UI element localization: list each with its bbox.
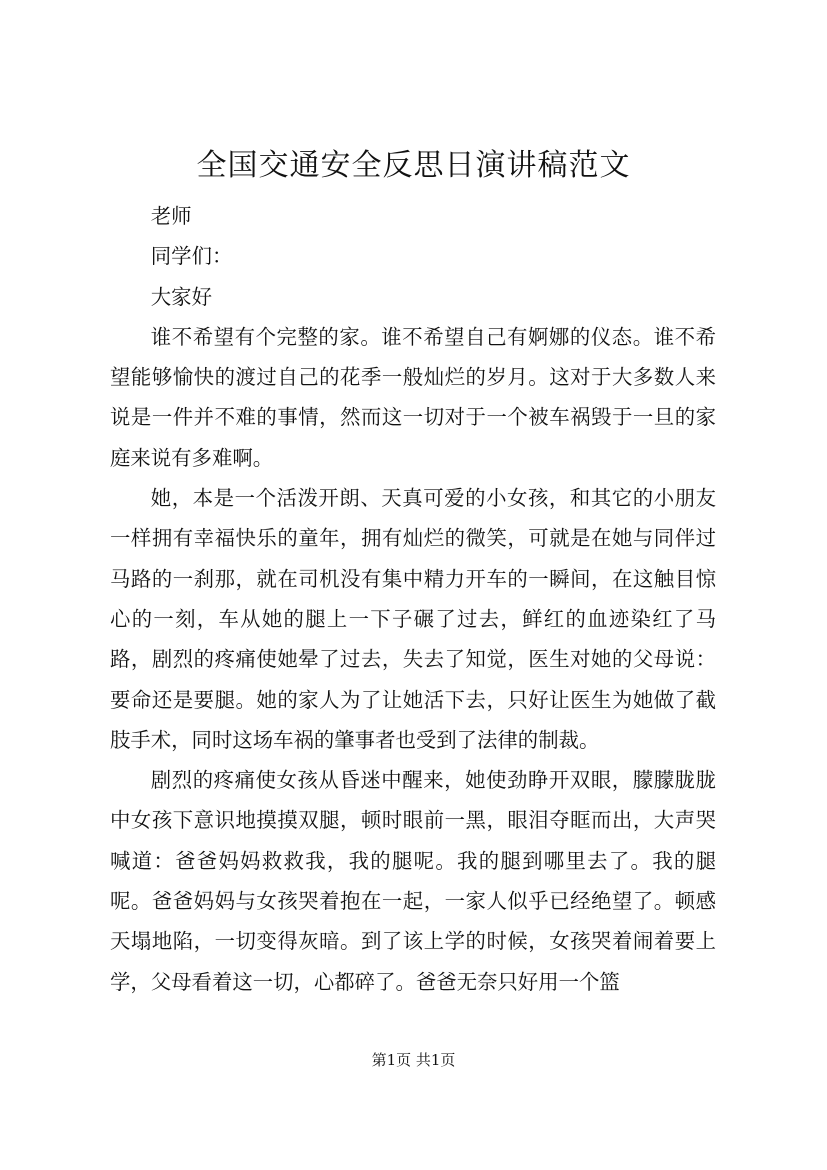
paragraph-2: 她，本是一个活泼开朗、天真可爱的小女孩，和其它的小朋友一样拥有幸福快乐的童年，拥有灿烂的微笑，可就是在她与同伴过马路的一刹那，就在司机没有集中精力开车的一瞬间，在这触目惊心的一刻，车从她的腿上一下子碾了过去，鲜红的血迹染红了马路，剧烈的疼痛使她晕了过去，失去了知觉，医生对她的父母说：要命还是要腿。她的家人为了让她活下去，只好让医生为她做了截肢手术，同时这场车祸的肇事者也受到了法律的制裁。	[110, 486, 716, 752]
paragraph-3: 剧烈的疼痛使女孩从昏迷中醒来，她使劲睁开双眼，朦朦胧胧中女孩下意识地摸摸双腿，顿时眼前一黑，眼泪夺眶而出，大声哭喊道：爸爸妈妈救救我，我的腿呢。我的腿到哪里去了。我的腿呢。爸爸妈妈与女孩哭着抱在一起，一家人似乎已经绝望了。顿感天塌地陷，一切变得灰暗。到了该上学的时候，女孩哭着闹着要上学，父母看着这一切，心都碎了。爸爸无奈只好用一个篮	[110, 768, 716, 994]
salutation-students: 同学们：	[150, 244, 233, 269]
document-title: 全国交通安全反思日演讲稿范文	[196, 148, 631, 183]
document-body	[110, 196, 716, 1002]
page-footer: 第1页 共1页	[371, 1051, 456, 1069]
paragraph-1: 谁不希望有个完整的家。谁不希望自己有婀娜的仪态。谁不希望能够愉快的渡过自己的花季一般灿烂的岁月。这对于大多数人来说是一件并不难的事情，然而这一切对于一个被车祸毁于一旦的家庭来说有多难啊。	[110, 324, 716, 470]
salutation-teachers: 老师	[150, 204, 192, 228]
greeting: 大家好	[150, 284, 212, 309]
